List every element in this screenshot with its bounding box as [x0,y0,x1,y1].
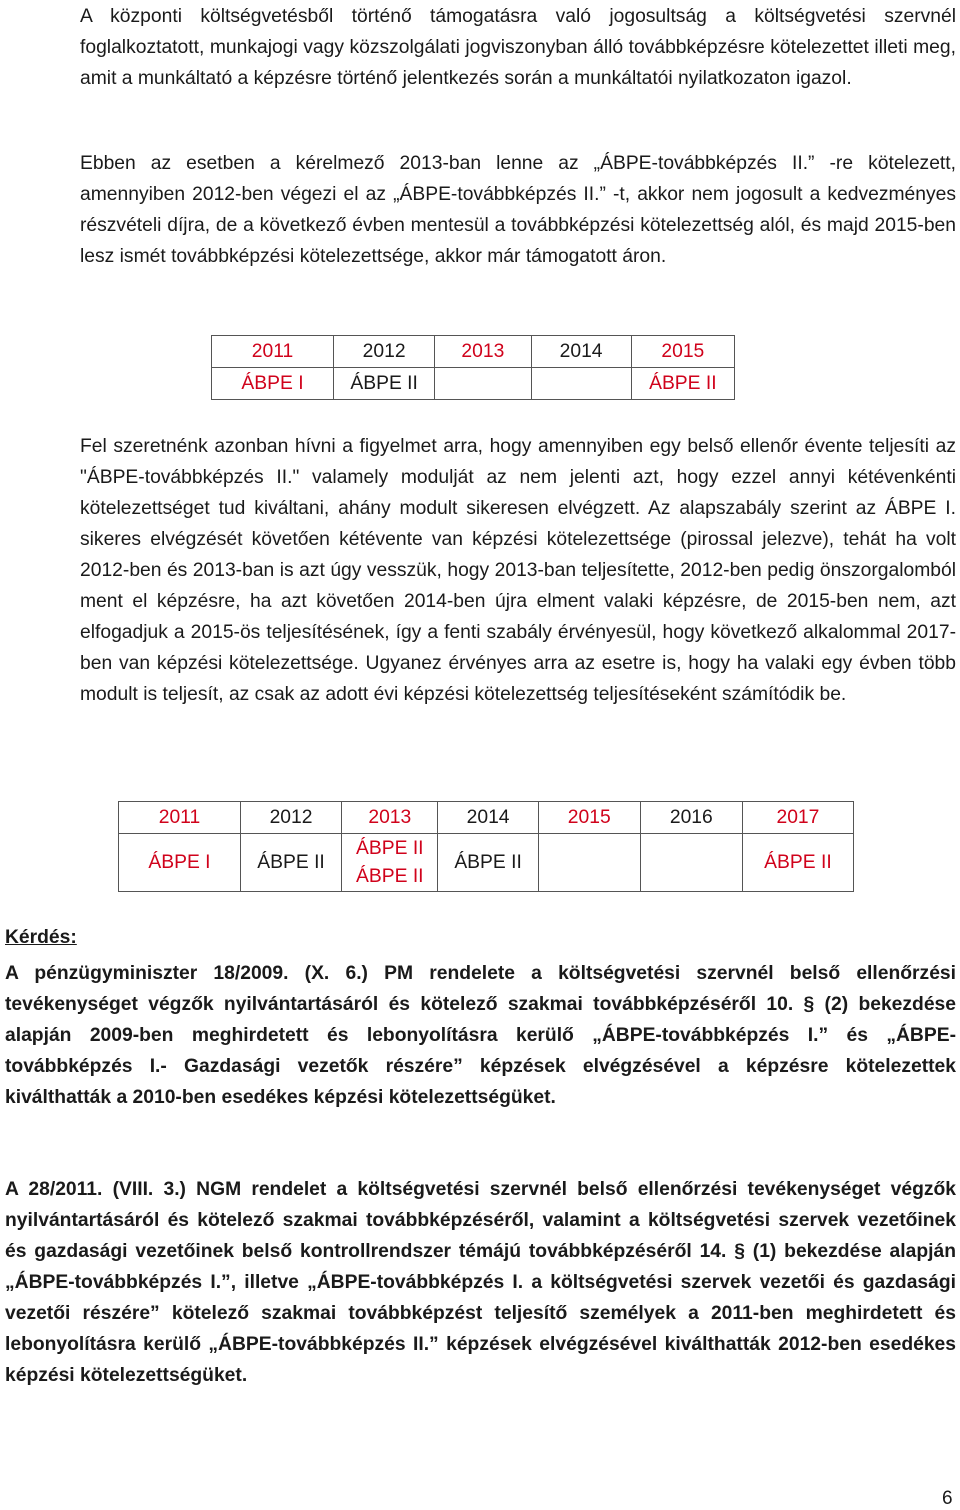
paragraph-eligibility: A központi költségvetésből történő támogatásra való jogosultság a költségvetési szervnél foglalkoztatott, munkajogi vagy közszolgálati jogviszonyban álló továbbképzésre kötelezettet illeti meg, amit a munkáltató a képzésre történő jelentkezés során a munkáltatói nyilatkozaton igazol. [80,6,956,89]
paragraph-note: Fel szeretnénk azonban hívni a figyelmet arra, hogy amennyiben egy belső ellenőr évente teljesíti az "ÁBPE-továbbképzés II." valamely modulját az nem jelenti azt, hogy ezzel annyi kétévenkénti kötelezettséget tud kiváltani, ahány modult sikeresen elvégzett. Az alapszabály szerint az ÁBPE I. sikeres elvégzését követően kétévente van képzési kötelezettsége (pirossal jelezve), tehát ha volt 2012-ben és 2013-ban is azt úgy vesszük, hogy 2013-ban teljesítette, 2012-ben pedig önszorgalomból ment el képzésre, ha azt követően 2014-ben újra elment valaki képzésre, de 2015-ben nem, azt elfogadjuk a 2015-ös teljesítésének, így a fenti szabály érvényesül, hogy következő alkalommal 2017-ben van képzési kötelezettsége. Ugyanez érvényes arra az esetre is, hogy ha valaki egy évben több modult is teljesít, az csak az adott évi képzési kötelezettség teljesítéseként számítódik be. [80,436,956,705]
training-cell: ÁBPE II [631,368,734,400]
year-cell: 2015 [538,802,640,834]
training-cell: ÁBPE I [212,368,334,400]
year-cell: 2013 [342,802,438,834]
training-cell [435,368,531,400]
year-cell: 2013 [435,336,531,368]
training-cell-line: ÁBPE II [356,865,424,887]
question-paragraph-2: A 28/2011. (VIII. 3.) NGM rendelet a költségvetési szervnél belső ellenőrzési tevékenységet végzők nyilvántartásáról és kötelező szakmai továbbképzéséről, valamint a költségvetési szervek vezetőinek és gazdasági vezetőinek belső kontrollrendszer témájú továbbképzéséről 14. § (1) bekezdése alapján „ÁBPE-továbbképzés I.”, illetve „ÁBPE-továbbképzés I. a költségvetési szervek vezetői és gazdasági vezetői részére” kötelező szakmai továbbképzést teljesítő személyek a 2011-ben meghirdetett és lebonyolításra kerülő „ÁBPE-továbbképzés II.” képzések elvégzésével kiválthatták 2012-ben esedékes képzési kötelezettségüket. [5,1179,956,1386]
year-cell: 2012 [240,802,341,834]
page-number: 6 [942,1488,953,1509]
training-cell-2013 [342,834,438,892]
training-cell: ÁBPE I [119,834,241,892]
year-table-2 [118,801,854,892]
question-paragraph-1: A pénzügyminiszter 18/2009. (X. 6.) PM rendelete a költségvetési szervnél belső ellenőrzési tevékenységet végzők nyilvántartásáról és kötelező szakmai továbbképzéséről 10. § (2) bekezdése alapján 2009-ben meghirdetett és lebonyolításra kerülő „ÁBPE-továbbképzés I.” és „ÁBPE-továbbképzés I.- Gazdasági vezetők részére” képzések elvégzésével a képzésre kötelezettek kiválthatták a 2010-ben esedékes képzési kötelezettségüket. [5,963,956,1108]
training-cell: ÁBPE II [438,834,538,892]
training-cell [538,834,640,892]
year-cell: 2016 [640,802,742,834]
year-cell: 2017 [742,802,853,834]
year-cell: 2011 [212,336,334,368]
year-cell: 2015 [631,336,734,368]
year-cell: 2014 [531,336,631,368]
year-cell: 2014 [438,802,538,834]
training-cell-line: ÁBPE II [356,837,424,859]
year-cell: 2012 [333,336,434,368]
paragraph-example: Ebben az esetben a kérelmező 2013-ban lenne az „ÁBPE-továbbképzés II.” -re kötelezett, amennyiben 2012-ben végezi el az „ÁBPE-továbbképzés II.” -t, akkor nem jogosult a kedvezményes részvételi díjra, de a következő évben mentesül a továbbképzési kötelezettség alól, és majd 2015-ben lesz ismét továbbképzési kötelezettsége, akkor már támogatott áron. [80,153,956,267]
year-table-1 [211,335,735,400]
question-heading: Kérdés: [5,927,77,948]
training-cell [531,368,631,400]
training-cell: ÁBPE II [742,834,853,892]
training-cell [640,834,742,892]
training-cell: ÁBPE II [333,368,434,400]
training-cell: ÁBPE II [240,834,341,892]
year-cell: 2011 [119,802,241,834]
